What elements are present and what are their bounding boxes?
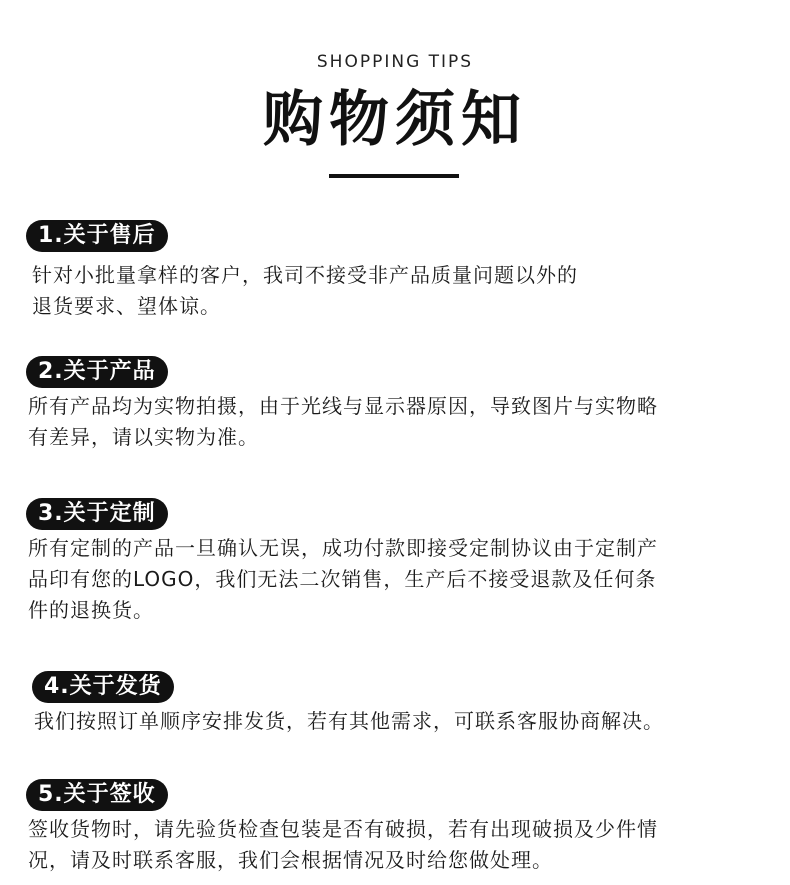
section-badge: 1.关于售后 <box>26 220 168 252</box>
body-line: 我们按照订单顺序安排发货，若有其他需求，可联系客服协商解决。 <box>34 709 664 733</box>
body-line: 签收货物时，请先验货检查包装是否有破损，若有出现破损及少件情 <box>28 817 658 841</box>
body-line: 退货要求、望体谅。 <box>32 294 221 318</box>
section-body <box>32 260 772 322</box>
section-body <box>34 706 774 737</box>
body-line: 件的退换货。 <box>28 598 154 622</box>
page-title: 购物须知 <box>263 85 527 155</box>
section-body <box>28 533 768 626</box>
section-badge: 3.关于定制 <box>26 498 168 530</box>
page-subtitle: SHOPPING TIPS <box>316 52 474 72</box>
section-badge: 2.关于产品 <box>26 356 168 388</box>
section-badge: 4.关于发货 <box>32 671 174 703</box>
section-body <box>28 391 768 453</box>
title-divider <box>329 174 459 178</box>
body-line: 所有产品均为实物拍摄，由于光线与显示器原因，导致图片与实物略 <box>28 394 658 418</box>
body-line: 针对小批量拿样的客户，我司不接受非产品质量问题以外的 <box>32 263 578 287</box>
body-line: 况，请及时联系客服，我们会根据情况及时给您做处理。 <box>28 848 553 872</box>
section-badge: 5.关于签收 <box>26 779 168 811</box>
section-body <box>28 814 768 876</box>
body-line: 有差异，请以实物为准。 <box>28 425 259 449</box>
body-line: 所有定制的产品一旦确认无误，成功付款即接受定制协议由于定制产 <box>28 536 658 560</box>
body-line: 品印有您的LOGO，我们无法二次销售，生产后不接受退款及任何条 <box>28 567 657 591</box>
